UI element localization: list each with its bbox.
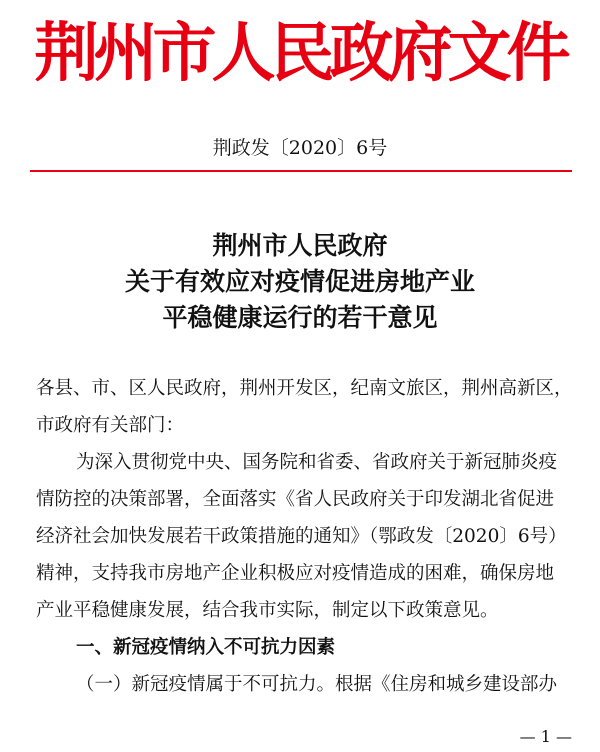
red-divider-line xyxy=(30,170,572,172)
paragraph-line: 情防控的决策部署，全面落实《省人民政府关于印发湖北省促进 xyxy=(36,489,555,510)
document-body xyxy=(36,370,582,703)
issuing-agency-title: 荆州市人民政府文件 xyxy=(34,17,566,91)
document-title xyxy=(0,228,600,336)
paragraph-line: 经济社会加快发展若干政策措施的通知》（鄂政发〔2020〕6号） xyxy=(36,526,567,547)
paragraph-line: 精神，支持我市房地产企业积极应对疫情造成的困难，确保房地 xyxy=(36,563,555,584)
paragraph-line: 为深入贯彻党中央、国务院和省委、省政府关于新冠肺炎疫 xyxy=(76,452,558,473)
document-number: 荆政发〔2020〕6号 xyxy=(212,137,388,159)
paragraph-line: 产业平稳健康发展，结合我市实际，制定以下政策意见。 xyxy=(36,600,499,621)
salutation-line: 各县、市、区人民政府，荆州开发区，纪南文旅区，荆州高新区， xyxy=(36,378,573,399)
paragraph-line: （一）新冠疫情属于不可抗力。根据《住房和城乡建设部办 xyxy=(76,674,558,695)
title-line: 关于有效应对疫情促进房地产业 xyxy=(124,267,475,296)
title-line: 平稳健康运行的若干意见 xyxy=(162,303,438,332)
page-number: — 1 — xyxy=(519,727,572,746)
title-line: 荆州市人民政府 xyxy=(212,231,388,260)
salutation-line: 市政府有关部门： xyxy=(36,415,185,436)
section-heading: 一、新冠疫情纳入不可抗力因素 xyxy=(76,637,336,658)
